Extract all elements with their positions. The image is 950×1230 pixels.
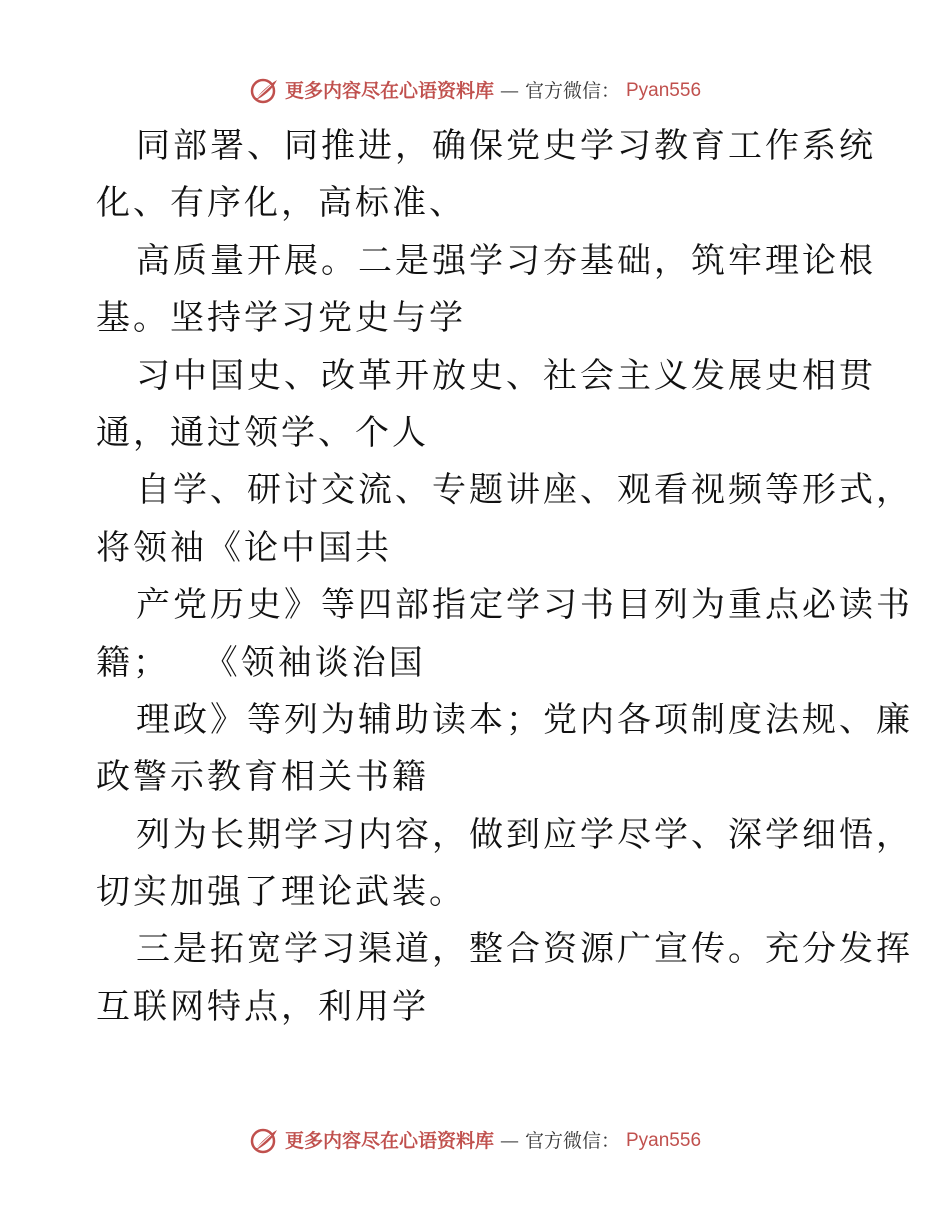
text-line: 互联网特点，利用学: [96, 986, 429, 1027]
text-line: 列为长期学习内容，做到应学尽学、深学细悟，: [136, 814, 913, 855]
footer-watermark: [0, 1126, 950, 1156]
watermark-label: 官方微信：: [524, 1130, 620, 1152]
feather-pen-logo-icon: [249, 76, 279, 106]
watermark-dash: —: [499, 80, 519, 102]
text-line: 政警示教育相关书籍: [96, 757, 429, 798]
text-line: 通，通过领学、个人: [96, 412, 429, 453]
text-line: 理政》等列为辅助读本；党内各项制度法规、廉: [136, 699, 913, 740]
text-line: 产党历史》等四部指定学习书目列为重点必读书: [136, 585, 913, 626]
watermark-wechat-id: Pyan556: [626, 1130, 702, 1151]
text-line: 化、有序化，高标准、: [96, 183, 466, 224]
text-line: 切实加强了理论武装。: [96, 872, 466, 913]
watermark-wechat-id: Pyan556: [626, 80, 702, 101]
watermark-label: 官方微信：: [524, 80, 620, 102]
text-line: 将领袖《论中国共: [96, 527, 392, 568]
watermark-site-text: 更多内容尽在心语资料库: [284, 1130, 494, 1152]
watermark-dash: —: [499, 1130, 519, 1152]
watermark-site-text: 更多内容尽在心语资料库: [284, 80, 494, 102]
text-line: 自学、研讨交流、专题讲座、观看视频等形式，: [136, 470, 913, 511]
body-text: [96, 118, 913, 1036]
feather-pen-logo-icon: [249, 1126, 279, 1156]
text-line: 籍； 《领袖谈治国: [96, 642, 426, 683]
text-line: 基。坚持学习党史与学: [96, 298, 466, 339]
text-line: 三是拓宽学习渠道，整合资源广宣传。充分发挥: [136, 929, 913, 970]
header-watermark: [0, 76, 950, 106]
text-line: 高质量开展。二是强学习夯基础，筑牢理论根: [136, 240, 876, 281]
text-line: 同部署、同推进，确保党史学习教育工作系统: [136, 126, 876, 166]
text-line: 习中国史、改革开放史、社会主义发展史相贯: [136, 355, 876, 396]
